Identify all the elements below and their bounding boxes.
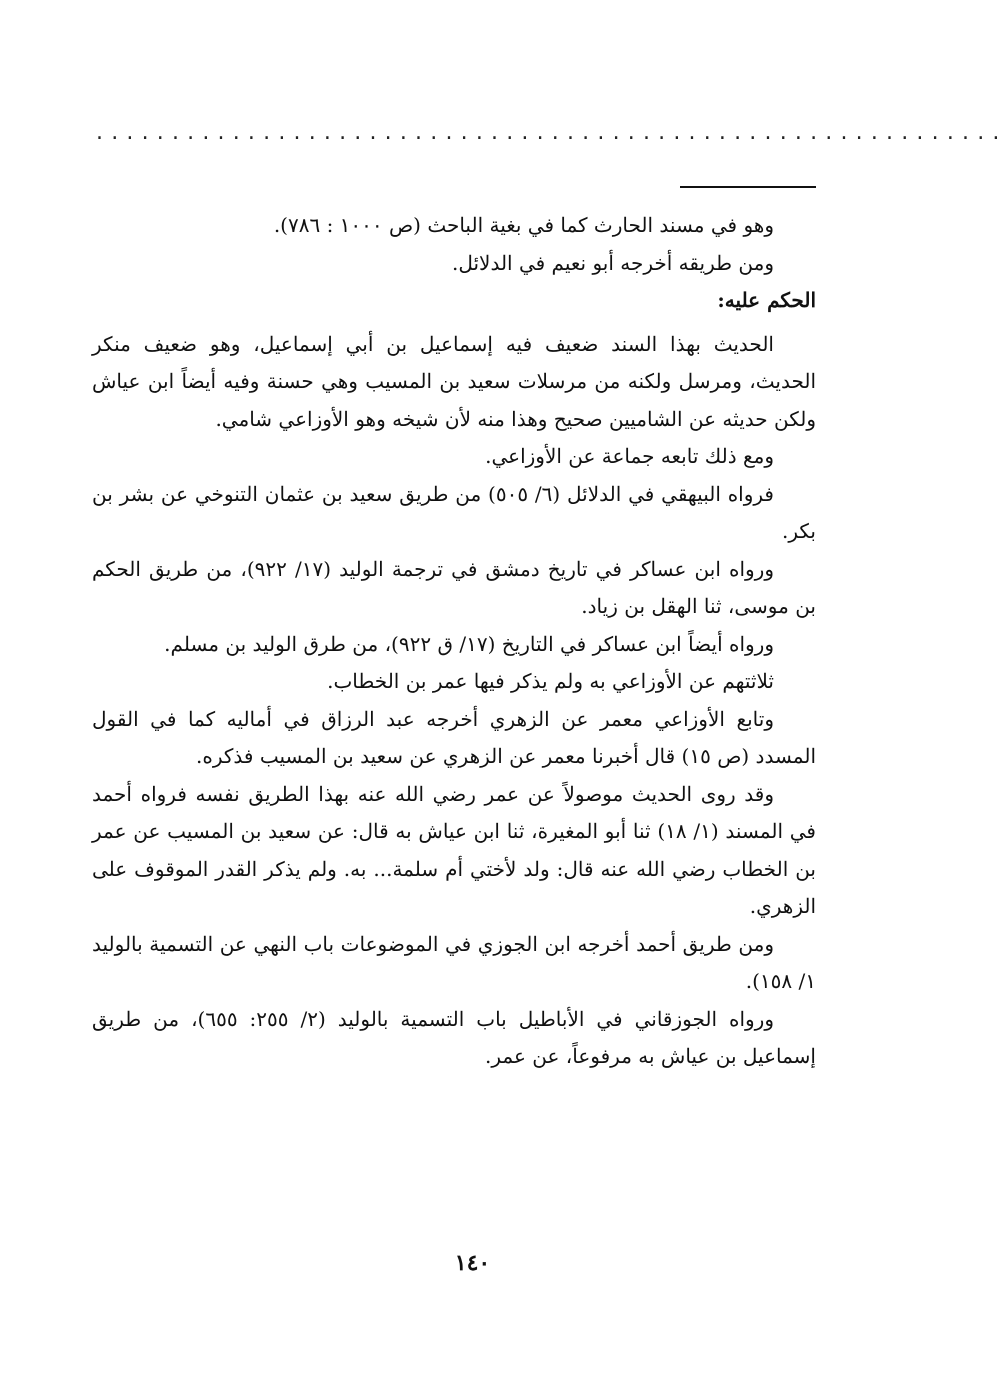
page-number: ١٤٠ xyxy=(454,1250,491,1276)
paragraph-7: ورواه أيضاً ابن عساكر في التاريخ (١٧/ ق ٩٢٢)، من طرق الوليد بن مسلم. xyxy=(164,631,774,656)
paragraph-2: ومن طريقه أخرجه أبو نعيم في الدلائل. xyxy=(451,250,774,275)
paragraph-9: وتابع الأوزاعي معمر عن الزهري أخرجه عبد الرزاق في أماليه كما في القول المسدد (ص ١٥) قال أخبرنا معمر عن الزهري عن سعيد بن المسيب فذكره. xyxy=(92,706,816,768)
paragraph-1: وهو في مسند الحارث كما في بغية الباحث (ص ١٠٠٠ : ٧٨٦). xyxy=(273,213,774,237)
footnote-rule xyxy=(680,186,816,188)
paragraph-11: ومن طريق أحمد أخرجه ابن الجوزي في الموضوعات باب النهي عن التسمية بالوليد ١/ ١٥٨). xyxy=(92,931,816,993)
paragraph-4: ومع ذلك تابعه جماعة عن الأوزاعي. xyxy=(485,444,774,468)
paragraph-8: ثلاثتهم عن الأوزاعي به ولم يذكر فيها عمر بن الخطاب. xyxy=(327,669,774,693)
paragraph-3: الحديث بهذا السند ضعيف فيه إسماعيل بن أبي إسماعيل، وهو ضعيف منكر الحديث، ومرسل ولكنه من مرسلات سعيد بن المسيب وهي حسنة وفيه أيضاً ابن عياش ولكن حديثه عن الشاميين صحيح وهذا منه لأن شيخه وهو الأوزاعي شامي. xyxy=(92,331,817,431)
paragraph-12: ورواه الجوزقاني في الأباطيل باب التسمية بالوليد (٢/ ٢٥٥: ٦٥٥)، من طريق إسماعيل بن عياش به مرفوعاً، عن عمر. xyxy=(92,1006,816,1068)
dotted-separator: ............................................................ xyxy=(96,120,1008,145)
footnote-text xyxy=(92,207,816,1076)
paragraph-6: ورواه ابن عساكر في تاريخ دمشق في ترجمة الوليد (١٧/ ٩٢٢)، من طريق الحكم بن موسى، ثنا الهقل بن زياد. xyxy=(92,556,816,618)
paragraph-10: وقد روى الحديث موصولاً عن عمر رضي الله عنه بهذا الطريق نفسه فرواه أحمد في المسند (١/ ١٨) ثنا أبو المغيرة، ثنا ابن عياش به قال: عن سعيد بن المسيب عن عمر بن الخطاب رضي الله عنه قال: ولد لأختي أم سلمة... به. ولم يذكر القدر الموقوف على الزهري. xyxy=(92,781,816,918)
section-heading: الحكم عليه: xyxy=(717,288,816,312)
paragraph-5: فرواه البيهقي في الدلائل (٦/ ٥٠٥) من طريق سعيد بن عثمان التنوخي عن بشر بن بكر. xyxy=(92,481,816,543)
